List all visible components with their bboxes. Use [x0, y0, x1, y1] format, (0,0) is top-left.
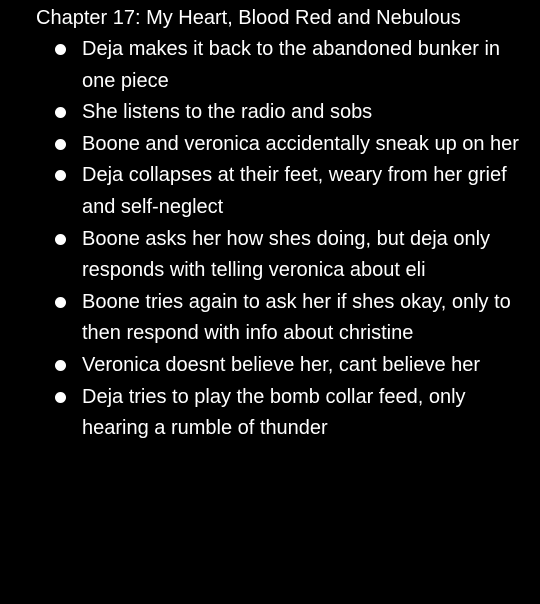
list-item [36, 287, 526, 350]
bullet-dot-icon [55, 44, 66, 55]
list-item [36, 34, 526, 97]
list-item [36, 160, 526, 223]
bullet-dot-icon [55, 107, 66, 118]
bullet-dot-icon [55, 170, 66, 181]
bullet-list [36, 34, 526, 445]
bullet-dot-icon [55, 360, 66, 371]
list-item-text: Boone tries again to ask her if shes okay, only to then respond with info about christine [82, 290, 511, 345]
list-item-text: Deja makes it back to the abandoned bunker in one piece [82, 38, 501, 92]
note-body[interactable] [36, 2, 526, 445]
list-item-text: Boone and veronica accidentally sneak up on her [82, 132, 519, 155]
chapter-title: Chapter 17: My Heart, Blood Red and Nebulous [36, 7, 461, 29]
list-item-text: Boone asks her how shes doing, but deja only responds with telling veronica about eli [82, 227, 491, 282]
list-item-text: Deja collapses at their feet, weary from her grief and self-neglect [82, 164, 507, 218]
list-item [36, 97, 526, 129]
list-item [36, 129, 526, 161]
bullet-dot-icon [55, 392, 66, 403]
list-item [36, 350, 526, 382]
bullet-dot-icon [55, 297, 66, 308]
list-item [36, 382, 526, 445]
list-item-text: Veronica doesnt believe her, cant believe her [82, 353, 481, 376]
list-item-text: Deja tries to play the bomb collar feed, only hearing a rumble of thunder [82, 385, 466, 440]
bullet-dot-icon [55, 139, 66, 150]
list-item [36, 224, 526, 287]
list-item-text: She listens to the radio and sobs [82, 101, 373, 124]
bullet-dot-icon [55, 234, 66, 245]
